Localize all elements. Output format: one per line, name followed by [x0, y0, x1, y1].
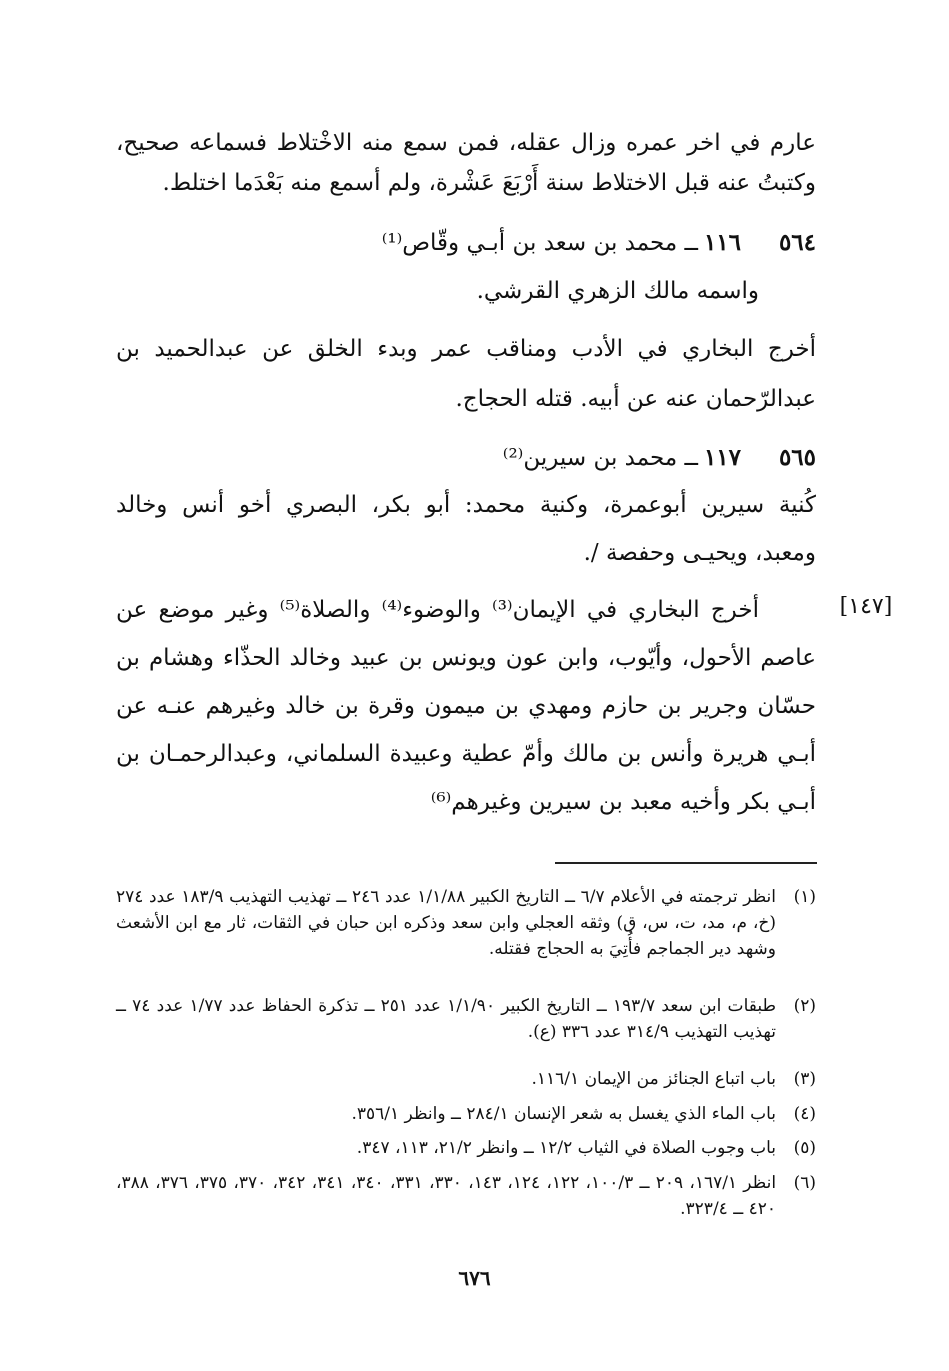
paragraph-line: حسّان وجرير بن حازم ومهدي بن ميمون وقرة بن خالد وغيرهم عنـه عن: [116, 693, 816, 719]
footnote-text: باب وجوب الصلاة في الثياب ١٢/٢ ــ وانظر ٢١/٢، ١١٣، ٣٤٧.: [356, 1138, 776, 1158]
page-number: ٦٧٦: [458, 1266, 491, 1290]
entry-number: ٥٦٤: [778, 229, 816, 256]
paragraph-line: أبـي بكر وأخيه معبد بن سيرين وغيرهم⁽⁶⁾: [430, 789, 816, 815]
entry-name: ــ محمد بن سعد بن أبـي وقّاص⁽¹⁾: [381, 230, 698, 256]
footnote: [116, 1170, 816, 1222]
paragraph-line: ومعبد، ويحيـى وحفصة /.: [583, 540, 816, 566]
footnote: [116, 1066, 816, 1092]
footnote-number: (٣): [793, 1069, 816, 1089]
paragraph-line: عارم في اخر عمره وزال عقله، فمن سمع منه الاخْتلاط فسماعه صحيح،: [116, 130, 816, 156]
footnote-text: باب الماء الذي يغسل به شعر الإنسان ٢٨٤/١ ــ وانظر ٣٥٦/١.: [351, 1104, 776, 1124]
footnote: [116, 884, 816, 962]
footnote-text: انظر ترجمته في الأعلام ٦/٧ ــ التاريخ الكبير ١/١/٨٨ عدد ٢٤٦ ــ تهذيب التهذيب ١٨٣/٩ عدد ٢٧٤ (خ، م، مد، ت، س، ق) وثقه العجلي وابن سعد وذكره ابن حبان في الثقات، ثار مع ابن الأشعث وشهد دير الجماجم فأُتِيَ به الحجاج فقتله.: [116, 887, 776, 959]
footnote-number: (٥): [793, 1138, 816, 1158]
footnote-text: انظر ١٦٧/١، ٢٠٩ ــ ١٠٠/٣، ١٢٢، ١٢٤، ١٤٣، ٣٣٠، ٣٣١، ٣٤٠، ٣٤١، ٣٤٢، ٣٧٠، ٣٧٥، ٣٧٦، ٣٨٨، ٤٢٠ ــ ٣٢٣/٤.: [116, 1173, 777, 1219]
entry-heading: [116, 443, 816, 473]
entry-rank: ١١٦: [703, 229, 741, 256]
paragraph-line: أبـي هريرة وأنس بن مالك وأمّ عطية وعبيدة السلماني، وعبدالرحمـان بن: [116, 741, 816, 767]
footnote: [116, 993, 816, 1045]
paragraph-line: كُنية سيرين أبوعمرة، وكنية محمد: أبو بكر، البصري أخو أنس وخالد: [116, 492, 816, 518]
paragraph-line: عبدالرّحمان عنه عن أبيه. قتله الحجاج.: [455, 386, 816, 412]
entry-number: ٥٦٥: [778, 444, 816, 471]
footnote-number: (٢): [793, 996, 816, 1016]
paragraph-line: وكتبتُ عنه قبل الاختلاط سنة أَرْبَعَ عَشْرة، ولم أسمع منه بَعْدَما اختلط.: [162, 170, 816, 196]
footnote-number: (١): [793, 887, 816, 907]
entry-rank: ١١٧: [703, 444, 741, 471]
footnote-number: (٤): [793, 1104, 816, 1124]
paragraph-line: أخرج البخاري في الأدب ومناقب عمر وبدء الخلق عن عبدالحميد بن: [116, 336, 816, 362]
paragraph-line: أخرج البخاري في الإيمان⁽³⁾ والوضوء⁽⁴⁾ والصلاة⁽⁵⁾ وغير موضع عن: [116, 597, 759, 623]
footnote-text: طبقات ابن سعد ١٩٣/٧ ــ التاريخ الكبير ١/١/٩٠ عدد ٢٥١ ــ تذكرة الحفاظ عدد ١/٧٧ عدد ٧٤ ــ تهذيب التهذيب ٣١٤/٩ عدد ٣٣٦ (ع).: [116, 996, 777, 1042]
footnote-number: (٦): [793, 1173, 816, 1193]
footnote: [116, 1135, 816, 1161]
footnote: [116, 1101, 816, 1127]
entry-heading: [116, 228, 816, 258]
footnote-text: باب اتباع الجنائز من الإيمان ١١٦/١.: [531, 1069, 776, 1089]
entry-subline: واسمه مالك الزهري القرشي.: [476, 278, 759, 304]
paragraph-line: عاصم الأحول، وأيّوب، وابن عون ويونس بن عبيد وخالد الحذّاء وهشام بن: [116, 645, 816, 671]
entry-name: ــ محمد بن سيرين⁽²⁾: [502, 445, 698, 471]
margin-page-reference: [١٤٧]: [839, 594, 893, 619]
footnote-separator: [555, 862, 817, 864]
